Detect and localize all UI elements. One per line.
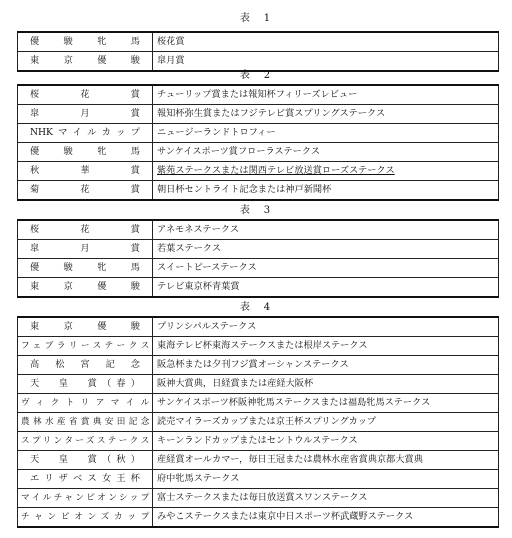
table-row	[18, 413, 499, 432]
race-name-cell: 高 松 宮 記 念	[18, 356, 153, 375]
race-name-cell: 桜 花 賞	[18, 85, 153, 105]
table-row	[18, 105, 499, 124]
race-name-cell: エリザベス女王杯	[18, 470, 153, 489]
table-row	[18, 32, 499, 52]
race-name-cell: 桜 花 賞	[18, 220, 153, 240]
table-row	[18, 432, 499, 451]
race-name-cell: 東 京 優 駿	[18, 52, 153, 72]
table-row	[18, 278, 499, 298]
table-4-caption: 表 4	[239, 302, 273, 313]
table-row	[18, 375, 499, 394]
prep-race-cell: スイートピーステークス	[153, 259, 499, 278]
race-name-cell: マイルチャンピオンシップ	[18, 489, 153, 508]
table-4-section	[0, 302, 512, 528]
prep-race-cell: 桜花賞	[153, 32, 499, 52]
table-2	[17, 84, 499, 201]
table-row	[18, 181, 499, 201]
prep-race-cell: 阪神大賞典，日経賞または産経大阪杯	[153, 375, 499, 394]
table-row	[18, 394, 499, 413]
race-name-cell: 天 皇 賞（春）	[18, 375, 153, 394]
prep-race-cell	[153, 162, 499, 181]
table-2-caption: 表 2	[239, 70, 273, 81]
prep-race-cell: サンケイスポーツ賞フローラステークス	[153, 143, 499, 162]
table-1	[17, 31, 499, 72]
race-name-cell: スプリンターズステークス	[18, 432, 153, 451]
prep-race-cell: キーンランドカップまたはセントウルステークス	[153, 432, 499, 451]
table-row	[18, 143, 499, 162]
prep-race-cell: 阪急杯または夕刊フジ賞オーシャンステークス	[153, 356, 499, 375]
race-name-cell: 優 駿 牝 馬	[18, 32, 153, 52]
table-row	[18, 124, 499, 143]
table-row	[18, 337, 499, 356]
table-row	[18, 470, 499, 489]
table-row	[18, 52, 499, 72]
race-name-cell: チャンピオンズカップ	[18, 508, 153, 528]
race-name-cell: 東 京 優 駿	[18, 317, 153, 337]
prep-race-cell: プリンシパルステークス	[153, 317, 499, 337]
prep-race-cell: みやこステークスまたは東京中日スポーツ杯武蔵野ステークス	[153, 508, 499, 528]
prep-race-cell: 富士ステークスまたは毎日放送賞スワンステークス	[153, 489, 499, 508]
prep-race-cell: アネモネステークス	[153, 220, 499, 240]
table-2-section	[0, 70, 512, 201]
underlined-text: 紫苑ステークスまたは関西テレビ放送賞ローズステークス	[157, 165, 395, 176]
race-name-cell: 秋 華 賞	[18, 162, 153, 181]
race-name-cell: 農林水産省賞典安田記念	[18, 413, 153, 432]
table-1-section	[0, 13, 512, 72]
table-row	[18, 317, 499, 337]
prep-race-cell: 皐月賞	[153, 52, 499, 72]
prep-race-cell: 報知杯弥生賞またはフジテレビ賞スプリングステークス	[153, 105, 499, 124]
table-3-section	[0, 205, 512, 298]
prep-race-cell: チューリップ賞または報知杯フィリーズレビュー	[153, 85, 499, 105]
table-4	[17, 316, 499, 528]
table-1-caption: 表 1	[239, 13, 273, 24]
prep-race-cell: テレビ東京杯青葉賞	[153, 278, 499, 298]
prep-race-cell: 若葉ステークス	[153, 240, 499, 259]
race-name-cell: フェブラリーステークス	[18, 337, 153, 356]
prep-race-cell: 東海テレビ杯東海ステークスまたは根岸ステークス	[153, 337, 499, 356]
prep-race-cell: 朝日杯セントライト記念または神戸新聞杯	[153, 181, 499, 201]
race-name-cell: 皐 月 賞	[18, 240, 153, 259]
prep-race-cell: サンケイスポーツ杯阪神牝馬ステークスまたは福島牝馬ステークス	[153, 394, 499, 413]
table-row	[18, 220, 499, 240]
table-3-caption: 表 3	[239, 205, 273, 216]
race-name-cell: 優 駿 牝 馬	[18, 143, 153, 162]
prep-race-cell: 府中牝馬ステークス	[153, 470, 499, 489]
table-row	[18, 240, 499, 259]
prep-race-cell: 読売マイラーズカップまたは京王杯スプリングカップ	[153, 413, 499, 432]
race-name-cell: ヴィクトリアマイル	[18, 394, 153, 413]
table-row	[18, 356, 499, 375]
race-name-cell: 皐 月 賞	[18, 105, 153, 124]
prep-race-cell: 産経賞オールカマー，毎日王冠または農林水産省賞典京都大賞典	[153, 451, 499, 470]
race-name-cell: NHKマイルカップ	[18, 124, 153, 143]
table-row	[18, 259, 499, 278]
prep-race-cell: ニュージーランドトロフィー	[153, 124, 499, 143]
table-row	[18, 162, 499, 181]
table-row	[18, 451, 499, 470]
race-name-cell: 東 京 優 駿	[18, 278, 153, 298]
table-row	[18, 508, 499, 528]
race-name-cell: 菊 花 賞	[18, 181, 153, 201]
table-row	[18, 85, 499, 105]
race-name-cell: 優 駿 牝 馬	[18, 259, 153, 278]
race-name-cell: 天 皇 賞（秋）	[18, 451, 153, 470]
table-row	[18, 489, 499, 508]
table-3	[17, 219, 499, 298]
